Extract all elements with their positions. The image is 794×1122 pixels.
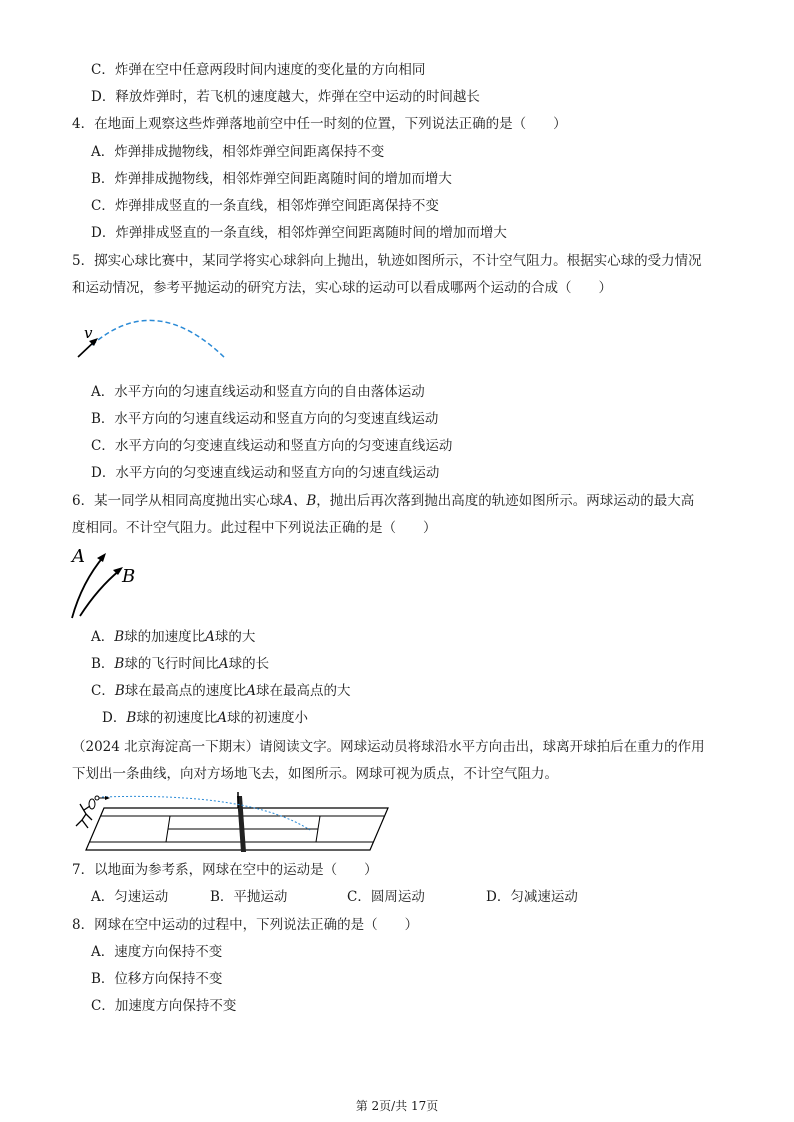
q4-option-c: C．炸弹排成竖直的一条直线，相邻炸弹空间距离保持不变 <box>91 198 439 214</box>
q4-option-d: D．炸弹排成竖直的一条直线，相邻炸弹空间距离随时间的增加而增大 <box>91 225 507 241</box>
q8-option-c: C．加速度方向保持不变 <box>91 998 237 1014</box>
ball-trajectory <box>102 796 310 830</box>
q8-option-b: B．位移方向保持不变 <box>91 971 223 987</box>
q3-option-d: D．释放炸弹时，若飞机的速度越大，炸弹在空中运动的时间越长 <box>91 89 480 105</box>
q5-option-d: D．水平方向的匀变速直线运动和竖直方向的匀速直线运动 <box>91 465 440 481</box>
q5-stem-line1: 5．掷实心球比赛中，某同学将实心球斜向上抛出，轨迹如图所示，不计空气阻力。根据实心球的受力情况 <box>72 253 702 269</box>
q3-option-c: C．炸弹在空中任意两段时间内速度的变化量的方向相同 <box>91 62 426 78</box>
q6-trajectory-figure <box>66 542 146 620</box>
q7-option-a: A．匀速运动 <box>91 889 169 905</box>
q5-option-a: A．水平方向的匀速直线运动和竖直方向的自由落体运动 <box>91 384 425 400</box>
q6-option-c: C．B球在最高点的速度比A球在最高点的大 <box>91 683 351 699</box>
q4-option-b: B．炸弹排成抛物线，相邻炸弹空间距离随时间的增加而增大 <box>91 171 452 187</box>
tennis-court-figure <box>70 790 390 854</box>
q7-stem: 7．以地面为参考系，网球在空中的运动是（ ） <box>72 862 378 878</box>
q4-option-a: A．炸弹排成抛物线，相邻炸弹空间距离保持不变 <box>91 144 385 160</box>
q5-option-b: B．水平方向的匀速直线运动和竖直方向的匀变速直线运动 <box>91 411 439 427</box>
q6-option-b: B．B球的飞行时间比A球的长 <box>91 656 270 672</box>
q6-stem-line2: 度相同。不计空气阻力。此过程中下列说法正确的是（ ） <box>72 520 437 536</box>
label-b: B <box>122 566 136 587</box>
trajectory-path <box>92 320 225 358</box>
intro-line1: （2024 北京海淀高一下期末）请阅读文字。网球运动员将球沿水平方向击出，球离开球拍后在重力的作用 <box>72 739 705 755</box>
q7-option-b: B．平抛运动 <box>210 889 288 905</box>
q6-option-a: A．B球的加速度比A球的大 <box>91 629 256 645</box>
q5-trajectory-figure <box>70 310 240 365</box>
q5-option-c: C．水平方向的匀变速直线运动和竖直方向的匀变速直线运动 <box>91 438 453 454</box>
label-a: A <box>72 546 85 567</box>
q6-option-d: D．B球的初速度比A球的初速度小 <box>102 710 308 726</box>
q5-stem-line2: 和运动情况，参考平抛运动的研究方法，实心球的运动可以看成哪两个运动的合成（ ） <box>72 280 612 296</box>
q8-stem: 8．网球在空中运动的过程中，下列说法正确的是（ ） <box>72 917 419 933</box>
tennis-ball <box>95 796 99 800</box>
q7-option-c: C．圆周运动 <box>347 889 425 905</box>
intro-line2: 下划出一条曲线，向对方场地飞去，如图所示。网球可视为质点，不计空气阻力。 <box>72 766 558 782</box>
q8-option-a: A．速度方向保持不变 <box>91 944 223 960</box>
racket-icon <box>89 799 95 809</box>
q7-option-d: D．匀减速运动 <box>486 889 578 905</box>
velocity-label: v <box>84 324 93 342</box>
q4-stem: 4．在地面上观察这些炸弹落地前空中任一时刻的位置，下列说法正确的是（ ） <box>72 116 567 132</box>
trajectory-b <box>80 570 120 616</box>
page-footer: 第 2页/共 17页 <box>355 1099 439 1113</box>
q6-stem-line1: 6．某一同学从相同高度抛出实心球A、B，抛出后再次落到抛出高度的轨迹如图所示。两球运动的最大高 <box>72 493 695 509</box>
